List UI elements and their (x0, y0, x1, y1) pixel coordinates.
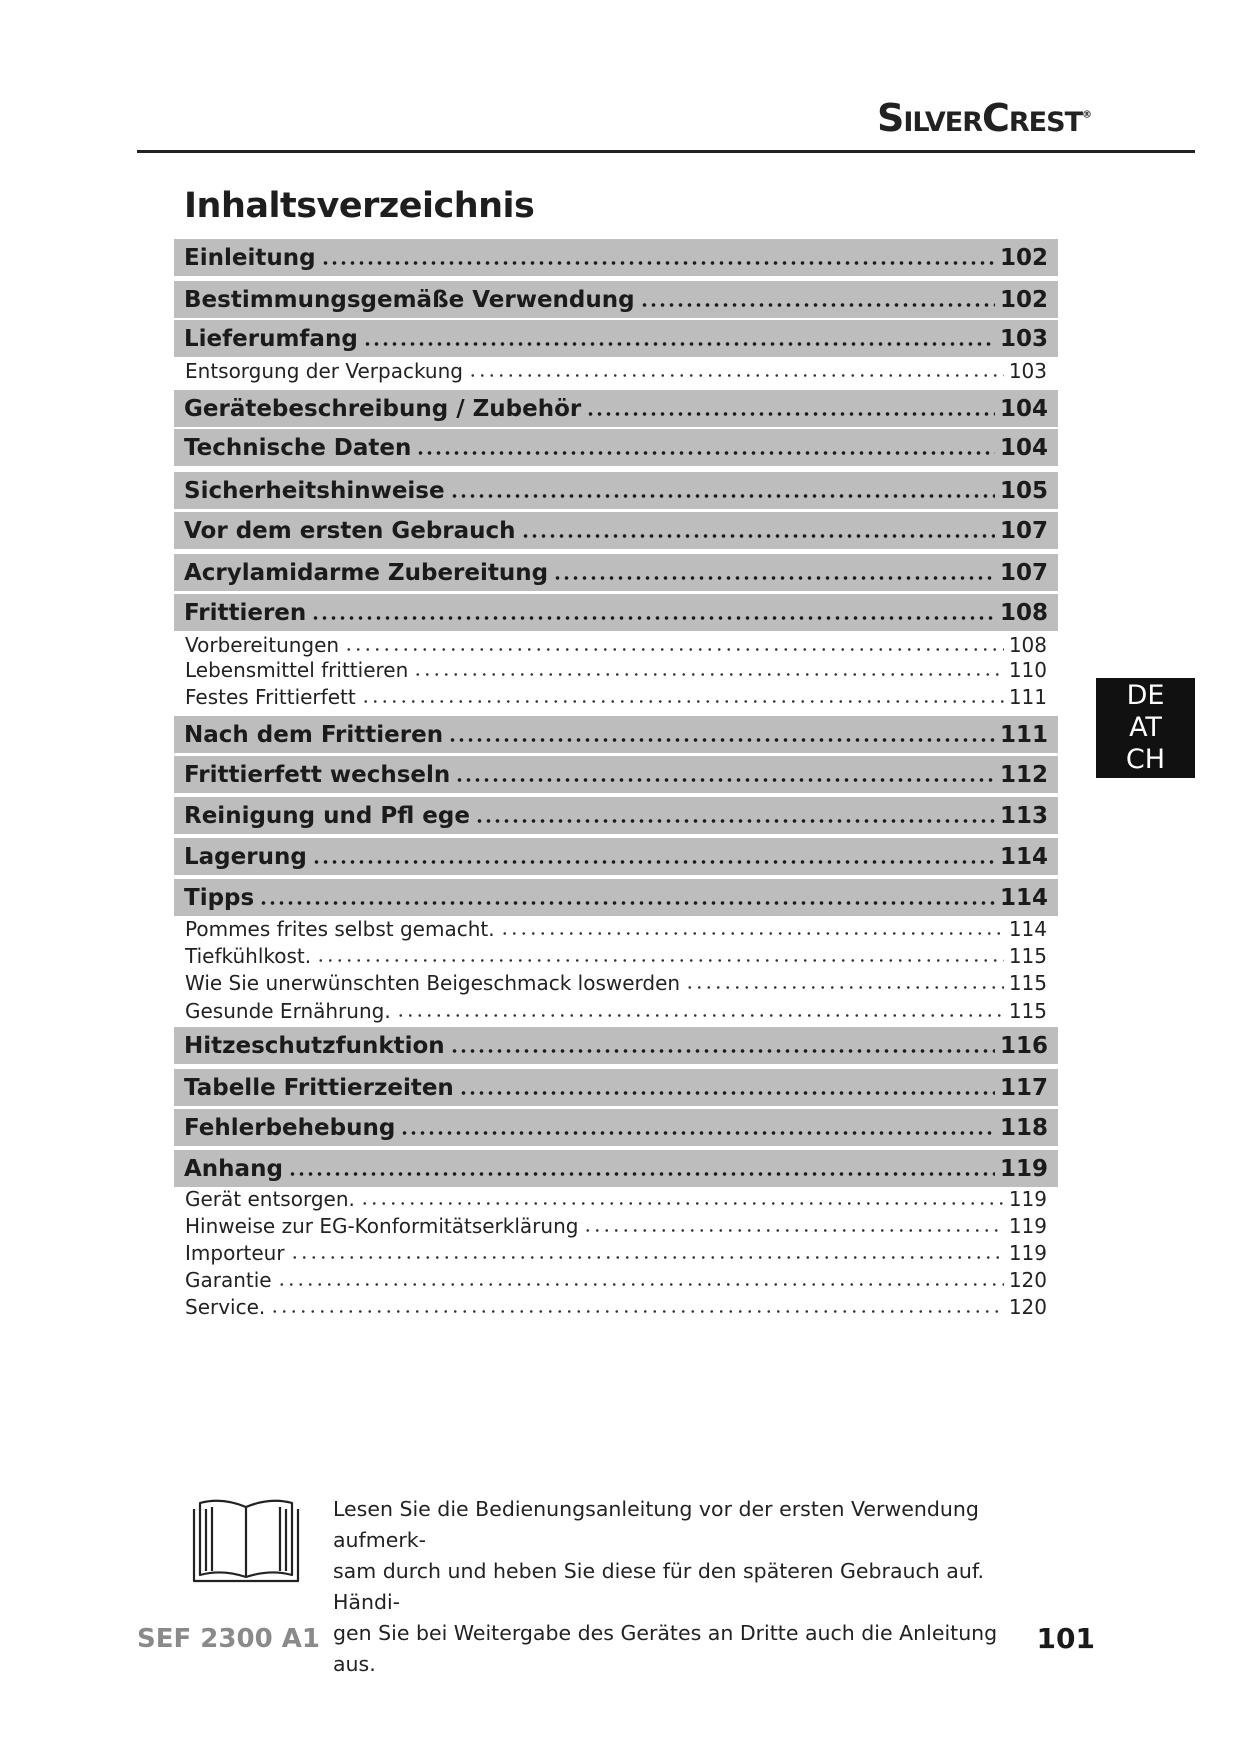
toc-entry-label: Anhang (184, 1155, 283, 1182)
toc-leader-dots (583, 1213, 1003, 1233)
toc-entry-label: Importeur (185, 1241, 285, 1265)
toc-leader-dots (360, 1186, 1004, 1206)
toc-section-row[interactable] (174, 756, 1058, 793)
toc-subsection-row[interactable] (174, 656, 1058, 684)
toc-entry-label: Technische Daten (184, 434, 412, 461)
toc-entry-page: 119 (1008, 1214, 1047, 1238)
toc-leader-dots (344, 632, 1004, 652)
toc-leader-dots (448, 720, 995, 743)
toc-subsection-row[interactable] (174, 1266, 1058, 1294)
toc-entry-label: Acrylamidarme Zubereitung (184, 559, 549, 586)
model-number: SEF 2300 A1 (137, 1624, 320, 1654)
toc-entry-page: 119 (999, 1155, 1048, 1182)
toc-entry-page: 103 (999, 325, 1048, 352)
toc-section-row[interactable] (174, 472, 1058, 509)
toc-leader-dots (459, 1073, 995, 1096)
toc-entry-page: 116 (999, 1032, 1048, 1059)
toc-section-row[interactable] (174, 429, 1058, 466)
page-number: 101 (1036, 1622, 1095, 1655)
toc-entry-label: Einleitung (184, 244, 316, 271)
toc-leader-dots (259, 883, 995, 906)
toc-entry-label: Festes Frittierfett (185, 685, 356, 709)
toc-leader-dots (586, 394, 995, 417)
toc-entry-page: 107 (999, 559, 1048, 586)
toc-entry-label: Pommes frites selbst gemacht. (185, 917, 495, 941)
toc-subsection-row[interactable] (174, 1239, 1058, 1267)
toc-entry-page: 103 (1008, 359, 1047, 383)
toc-leader-dots (290, 1240, 1004, 1260)
toc-section-row[interactable] (174, 1109, 1058, 1146)
toc-entry-page: 108 (999, 599, 1048, 626)
toc-subsection-row[interactable] (174, 942, 1058, 970)
language-at: AT (1129, 712, 1162, 743)
toc-entry-page: 119 (1008, 1241, 1047, 1265)
toc-leader-dots (316, 943, 1004, 963)
toc-section-row[interactable] (174, 838, 1058, 875)
language-tab (1096, 678, 1195, 778)
toc-section-row[interactable] (174, 716, 1058, 753)
toc-entry-page: 118 (999, 1114, 1048, 1141)
toc-entry-page: 111 (999, 721, 1048, 748)
open-book-icon (192, 1493, 300, 1583)
toc-leader-dots (270, 1294, 1004, 1314)
toc-entry-label: Entsorgung der Verpackung (185, 359, 463, 383)
toc-entry-page: 102 (999, 244, 1048, 271)
toc-section-row[interactable] (174, 879, 1058, 916)
toc-section-row[interactable] (174, 390, 1058, 427)
toc-subsection-row[interactable] (174, 357, 1058, 385)
toc-section-row[interactable] (174, 320, 1058, 357)
toc-entry-label: Gerätebeschreibung / Zubehör (184, 395, 582, 422)
toc-section-row[interactable] (174, 1069, 1058, 1106)
toc-entry-page: 110 (1008, 658, 1047, 682)
toc-leader-dots (311, 598, 995, 621)
toc-entry-label: Nach dem Frittieren (184, 721, 444, 748)
toc-entry-label: Lieferumfang (184, 325, 358, 352)
toc-section-row[interactable] (174, 1027, 1058, 1064)
toc-subsection-row[interactable] (174, 915, 1058, 943)
toc-leader-dots (685, 970, 1004, 990)
toc-entry-page: 102 (999, 286, 1048, 313)
toc-subsection-row[interactable] (174, 683, 1058, 711)
language-de: DE (1126, 680, 1165, 711)
toc-entry-page: 120 (1008, 1268, 1047, 1292)
toc-entry-page: 104 (999, 395, 1048, 422)
reading-note (333, 1494, 1033, 1680)
toc-section-row[interactable] (174, 281, 1058, 318)
toc-entry-page: 113 (999, 802, 1048, 829)
toc-section-row[interactable] (174, 797, 1058, 834)
language-ch: CH (1125, 744, 1166, 775)
toc-leader-dots (312, 842, 995, 865)
toc-entry-label: Hinweise zur EG-Konformitätserklärung (185, 1214, 579, 1238)
toc-leader-dots (475, 801, 995, 824)
toc-entry-label: Vor dem ersten Gebrauch (184, 517, 516, 544)
toc-section-row[interactable] (174, 594, 1058, 631)
toc-entry-label: Gerät entsorgen. (185, 1187, 355, 1211)
toc-entry-label: Sicherheitshinweise (184, 477, 445, 504)
toc-entry-page: 119 (1008, 1187, 1047, 1211)
toc-entry-label: Bestimmungsgemäße Verwendung (184, 286, 635, 313)
toc-leader-dots (361, 684, 1004, 704)
toc-leader-dots (450, 1031, 995, 1054)
toc-entry-page: 111 (1008, 685, 1047, 709)
toc-section-row[interactable] (174, 512, 1058, 549)
toc-entry-page: 104 (999, 434, 1048, 461)
toc-leader-dots (450, 476, 995, 499)
toc-leader-dots (553, 558, 995, 581)
registered-mark: ® (1082, 109, 1091, 121)
toc-entry-label: Lebensmittel frittieren (185, 658, 409, 682)
toc-entry-label: Garantie (185, 1268, 272, 1292)
toc-entry-label: Lagerung (184, 843, 307, 870)
toc-leader-dots (500, 916, 1004, 936)
toc-entry-label: Fehlerbehebung (184, 1114, 396, 1141)
toc-entry-label: Frittierfett wechseln (184, 761, 451, 788)
toc-entry-page: 115 (1008, 971, 1047, 995)
toc-leader-dots (468, 358, 1004, 378)
toc-leader-dots (363, 324, 995, 347)
toc-leader-dots (321, 243, 995, 266)
toc-section-row[interactable] (174, 239, 1058, 276)
toc-subsection-row[interactable] (174, 1293, 1058, 1321)
toc-leader-dots (288, 1154, 995, 1177)
toc-leader-dots (277, 1267, 1004, 1287)
toc-entry-page: 112 (999, 761, 1048, 788)
toc-leader-dots (400, 1113, 995, 1136)
toc-entry-page: 108 (1008, 633, 1047, 657)
toc-entry-label: Vorbereitungen (185, 633, 340, 657)
toc-subsection-row[interactable] (174, 1212, 1058, 1240)
toc-leader-dots (640, 285, 995, 308)
toc-entry-label: Tabelle Frittierzeiten (184, 1074, 454, 1101)
toc-leader-dots (396, 998, 1004, 1018)
brand-logo (877, 96, 1091, 140)
toc-entry-page: 107 (999, 517, 1048, 544)
toc-leader-dots (416, 433, 995, 456)
toc-entry-label: Tipps (184, 884, 255, 911)
header-rule (137, 150, 1195, 153)
brand-name: SilverCrest (876, 96, 1082, 140)
page-title: Inhaltsverzeichnis (184, 186, 535, 226)
note-line: gen Sie bei Weitergabe des Gerätes an Dritte auch die Anleitung aus. (333, 1621, 998, 1676)
toc-entry-page: 115 (1008, 999, 1047, 1023)
toc-subsection-row[interactable] (174, 997, 1058, 1025)
toc-entry-label: Frittieren (184, 599, 307, 626)
toc-entry-label: Gesunde Ernährung. (185, 999, 391, 1023)
toc-entry-page: 115 (1008, 944, 1047, 968)
toc-leader-dots (413, 657, 1004, 677)
toc-leader-dots (455, 760, 995, 783)
toc-entry-label: Service. (185, 1295, 266, 1319)
toc-leader-dots (521, 516, 995, 539)
toc-subsection-row[interactable] (174, 969, 1058, 997)
toc-entry-page: 120 (1008, 1295, 1047, 1319)
toc-section-row[interactable] (174, 1150, 1058, 1187)
toc-subsection-row[interactable] (174, 1185, 1058, 1213)
toc-entry-page: 105 (999, 477, 1048, 504)
toc-entry-label: Wie Sie unerwünschten Beigeschmack loswerden (185, 971, 681, 995)
note-line: sam durch und heben Sie diese für den späteren Gebrauch auf. Händi- (333, 1559, 985, 1614)
toc-entry-page: 117 (999, 1074, 1048, 1101)
toc-entry-label: Tiefkühlkost. (185, 944, 312, 968)
note-line: Lesen Sie die Bedienungsanleitung vor der ersten Verwendung aufmerk- (333, 1497, 979, 1552)
toc-section-row[interactable] (174, 554, 1058, 591)
toc-entry-label: Reinigung und Pfl ege (184, 802, 470, 829)
toc-entry-page: 114 (999, 884, 1048, 911)
toc-entry-page: 114 (999, 843, 1048, 870)
toc-entry-label: Hitzeschutzfunktion (184, 1032, 445, 1059)
toc-entry-page: 114 (1008, 917, 1047, 941)
toc-subsection-row[interactable] (174, 631, 1058, 659)
